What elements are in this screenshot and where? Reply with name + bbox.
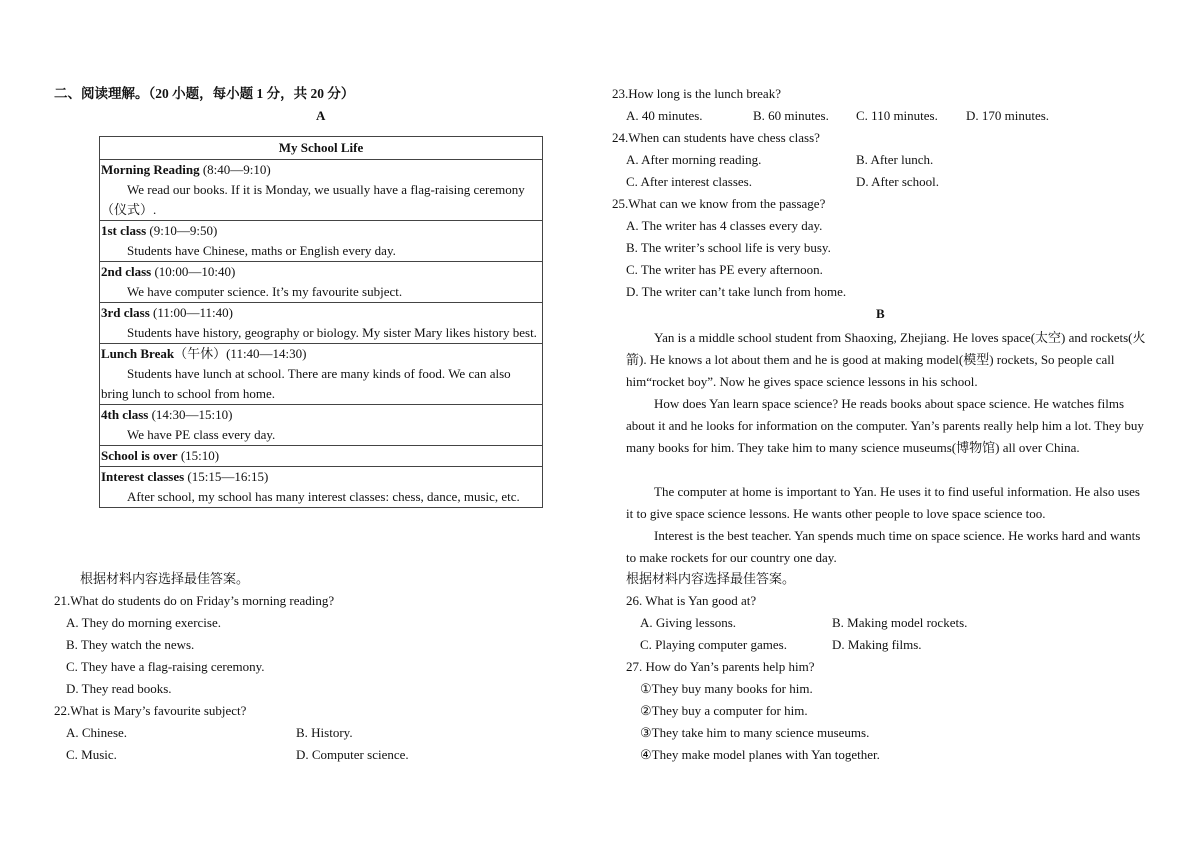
block-heading: 2nd class [101, 264, 152, 279]
q22-option-d[interactable]: D. Computer science. [296, 747, 409, 762]
q23-option-a[interactable]: A. 40 minutes. [626, 108, 703, 123]
schedule-block-morning-reading [100, 160, 542, 221]
instruction-a: 根据材料内容选择最佳答案。 [80, 571, 250, 586]
q21-option-c[interactable]: C. They have a flag-raising ceremony. [66, 659, 265, 674]
q23-option-d[interactable]: D. 170 minutes. [966, 108, 1050, 123]
block-heading: 1st class [101, 223, 147, 238]
block-time: (11:00—11:40) [149, 305, 233, 320]
schedule-block-1st-class [100, 221, 542, 262]
q21-option-d[interactable]: D. They read books. [66, 681, 172, 696]
passage-a-label: A [316, 108, 326, 123]
block-text: We read our books. If it is Monday, we usually have a flag-raising ceremony（仪式）. [101, 182, 525, 217]
instruction-b: 根据材料内容选择最佳答案。 [626, 571, 796, 586]
q23-option-c[interactable]: C. 110 minutes. [856, 108, 938, 123]
q25-option-d[interactable]: D. The writer can’t take lunch from home. [626, 284, 847, 299]
schedule-title: My School Life [100, 137, 542, 160]
q21-option-a[interactable]: A. They do morning exercise. [66, 615, 221, 630]
passage-b-paragraph: Interest is the best teacher. Yan spends much time on space science. He works hard and wants to make rockets for our country one day. [626, 528, 1141, 565]
block-heading: 4th class [101, 407, 149, 422]
block-heading: 3rd class [101, 305, 150, 320]
block-heading: School is over [101, 448, 178, 463]
q27-option-3[interactable]: ③They take him to many science museums. [640, 725, 870, 740]
q22-stem: 22.What is Mary’s favourite subject? [54, 703, 247, 718]
q23-option-b[interactable]: B. 60 minutes. [753, 108, 829, 123]
schedule-table [99, 136, 543, 508]
schedule-block-school-over [100, 446, 542, 467]
q21-stem: 21.What do students do on Friday’s morning reading? [54, 593, 335, 608]
section-heading: 二、阅读理解。（20 小题，每小题 1 分，共 20 分） [54, 86, 355, 101]
block-time: (9:10—9:50) [146, 223, 218, 238]
q26-option-a[interactable]: A. Giving lessons. [640, 615, 737, 630]
block-time: (8:40—9:10) [199, 162, 271, 177]
q27-option-4[interactable]: ④They make model planes with Yan together. [640, 747, 880, 762]
q26-option-b[interactable]: B. Making model rockets. [832, 615, 968, 630]
q25-option-a[interactable]: A. The writer has 4 classes every day. [626, 218, 823, 233]
block-time: (15:15—16:15) [184, 469, 269, 484]
block-time: (14:30—15:10) [148, 407, 233, 422]
q22-option-a[interactable]: A. Chinese. [66, 725, 128, 740]
block-text: Students have history, geography or biology. My sister Mary likes history best. [127, 325, 537, 340]
block-time: （午休）(11:40—14:30) [174, 346, 307, 361]
passage-b-paragraph: The computer at home is important to Yan. He uses it to find useful information. He also uses it to give space science lessons. He wants other people to love space science too. [626, 484, 1140, 521]
q23-stem: 23.How long is the lunch break? [612, 86, 781, 101]
passage-b-paragraph: Yan is a middle school student from Shaoxing, Zhejiang. He loves space(太空) and rockets(火箭). He knows a lot about them and he is good at making model(模型) rockets, So people call him“rocket boy”. Now he gives space science lessons in his school. [626, 330, 1146, 389]
block-heading: Morning Reading [101, 162, 200, 177]
q22-option-c[interactable]: C. Music. [66, 747, 117, 762]
q21-option-b[interactable]: B. They watch the news. [66, 637, 195, 652]
block-text: We have PE class every day. [127, 427, 276, 442]
block-time: (15:10) [177, 448, 220, 463]
passage-b-label: B [876, 306, 885, 321]
q22-option-b[interactable]: B. History. [296, 725, 353, 740]
q25-option-c[interactable]: C. The writer has PE every afternoon. [626, 262, 823, 277]
schedule-block-4th-class [100, 405, 542, 446]
block-heading: Lunch Break [101, 346, 175, 361]
block-text: After school, my school has many interest classes: chess, dance, music, etc. [127, 489, 520, 504]
q27-stem: 27. How do Yan’s parents help him? [626, 659, 815, 674]
q26-option-d[interactable]: D. Making films. [832, 637, 922, 652]
q24-option-a[interactable]: A. After morning reading. [626, 152, 762, 167]
schedule-block-lunch-break [100, 344, 542, 405]
q27-option-2[interactable]: ②They buy a computer for him. [640, 703, 808, 718]
passage-b-paragraph: How does Yan learn space science? He reads books about space science. He watches films about it and he looks for information on the computer. Yan’s parents really help him a lot. They buy many books for him. They take him to many science museums(博物馆) all over China. [626, 396, 1144, 455]
q27-option-1[interactable]: ①They buy many books for him. [640, 681, 813, 696]
q24-option-d[interactable]: D. After school. [856, 174, 940, 189]
block-text: We have computer science. It’s my favourite subject. [127, 284, 403, 299]
q26-stem: 26. What is Yan good at? [626, 593, 757, 608]
q26-option-c[interactable]: C. Playing computer games. [640, 637, 787, 652]
block-heading: Interest classes [101, 469, 185, 484]
schedule-block-2nd-class [100, 262, 542, 303]
schedule-block-3rd-class [100, 303, 542, 344]
block-text: Students have lunch at school. There are many kinds of food. We can also bring lunch to school from home. [101, 366, 511, 401]
q25-option-b[interactable]: B. The writer’s school life is very busy. [626, 240, 831, 255]
q24-option-b[interactable]: B. After lunch. [856, 152, 934, 167]
schedule-block-interest-classes [100, 467, 542, 507]
q24-stem: 24.When can students have chess class? [612, 130, 820, 145]
q24-option-c[interactable]: C. After interest classes. [626, 174, 752, 189]
block-time: (10:00—10:40) [151, 264, 236, 279]
q25-stem: 25.What can we know from the passage? [612, 196, 826, 211]
block-text: Students have Chinese, maths or English every day. [127, 243, 396, 258]
